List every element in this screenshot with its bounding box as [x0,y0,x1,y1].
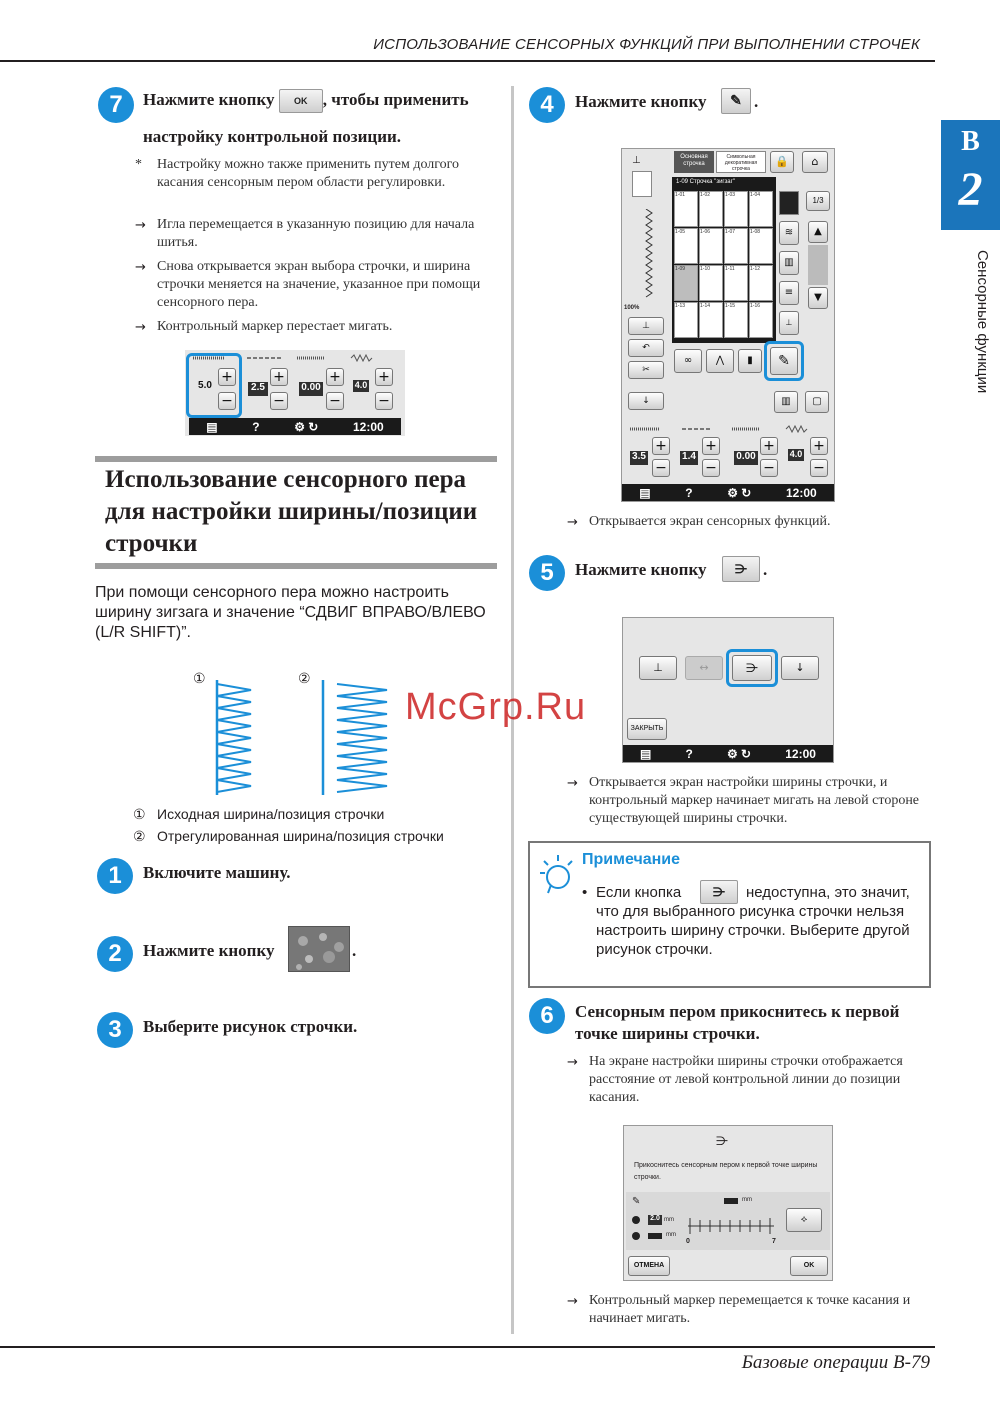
zigzag-width-figure [205,680,405,800]
width-adjust-icon: ⋺ [722,556,760,582]
watermark: McGrp.Ru [405,686,587,728]
step-6-number: 6 [529,998,565,1034]
status-bar [189,418,401,435]
stitch-cell-label: 1-15 [725,303,736,309]
pattern-icon[interactable]: ≡ [779,281,799,305]
settings-icon[interactable]: ⚙ ↻ [294,419,319,434]
help-button[interactable]: ? [252,419,260,434]
point-1-icon [632,1216,640,1224]
arrow-icon: → [567,1055,578,1070]
width-touch-screen [623,1125,833,1281]
pen-icon: ✎ [632,1196,641,1207]
manual-icon[interactable]: ▤ [640,746,652,761]
stitch-cell-label: 1-04 [750,192,761,198]
width-minus-button[interactable]: − [652,459,670,477]
width-minus-button[interactable]: − [218,392,236,410]
section-title: Использование сенсорного пера для настройки ширины/позиции строчки [105,466,478,557]
lr-shift-value: 0.00 [734,451,758,465]
step-2-text-a: Нажмите кнопку [143,941,275,960]
pen-function-screen [622,617,834,763]
ok-button-inline: OK [279,89,323,113]
needle-position-button[interactable]: ↓ [628,392,664,410]
image-icon[interactable]: ▥ [779,251,799,275]
pen-button[interactable]: ✎ [770,347,798,375]
save-icon[interactable]: ▢ [805,391,829,413]
chapter-label: Сенсорные функции [974,250,991,394]
lr-shift-minus-button[interactable]: − [760,459,778,477]
legend-mark-2: ② [133,828,146,844]
stitch-grid [674,191,774,341]
point-1-value: 2.0 [648,1215,662,1225]
arrow-icon: → [135,218,146,233]
bullet-icon: • [582,884,588,901]
scrollbar[interactable] [808,245,828,285]
stitch-length-icon[interactable]: ▮ [738,349,762,373]
help-button[interactable]: ? [685,485,693,500]
needle-icon: ⊥ [632,155,641,166]
settings-icon[interactable]: ⚙ ↻ [726,746,752,761]
figure-mark-2: ② [298,670,311,686]
lr-shift-plus-button[interactable]: + [326,368,344,386]
stitch-cell[interactable] [724,191,748,227]
clock: 12:00 [785,746,816,761]
pen-touch-button[interactable]: ⟡ [786,1208,822,1232]
pattern-button-image [288,926,350,972]
section-rule-top [95,456,497,462]
stitch-cell[interactable] [674,191,698,227]
point-2-value [648,1233,662,1239]
touch-instruction: Прикоснитесь сенсорным пером к первой точке ширины строчки. [634,1162,818,1181]
lr-shift-button-disabled: ↔ [685,656,723,680]
width-adjust-icon: ⋺ [700,880,738,904]
zoom-level: 100% [624,305,640,311]
memory-icon[interactable]: ▥ [774,391,798,413]
stitch-preview-icon [644,209,654,299]
step-7-text-c: настройку контрольной позиции. [143,127,402,146]
note-box [528,841,931,988]
lr-shift-minus-button[interactable]: − [326,392,344,410]
arrow-icon: → [567,776,578,791]
chapter-letter: B [961,126,980,157]
category-label: 1-09 Строчка "зигзаг" [676,179,735,185]
settings-icon[interactable]: ⚙ ↻ [727,485,752,500]
step-1-number: 1 [97,858,133,894]
width-adjust-screen-snippet [185,350,405,436]
step-4-text-a: Нажмите кнопку [575,92,707,111]
step-4-text-b: . [754,92,759,111]
stitch-view-icon[interactable] [779,191,799,215]
stitch-cell[interactable] [724,302,748,338]
step-7-bullet-1: Игла перемещается в указанную позицию для начала шитья. [157,217,475,250]
step-4-number: 4 [529,87,565,123]
length-value: 1.4 [680,451,698,465]
note-text-a: Если кнопка [596,884,682,901]
step-1-text: Включите машину. [143,863,291,882]
help-button[interactable]: ? [685,746,693,761]
step-7-bullet-2: Снова открывается экран выбора строчки, и ширина строчки меняется на значение, указанное при помощи сенсорного пера. [157,259,481,310]
scale-min: 0 [686,1238,690,1245]
unit-label: mm [742,1197,752,1203]
stitch-cell-label: 1-11 [725,266,735,272]
step-7-number: 7 [98,87,134,123]
status-bar [622,484,834,501]
tension-minus-button[interactable]: − [375,392,393,410]
asterisk-icon: * [135,157,142,172]
step-7-bullet-3: Контрольный маркер перестает мигать. [157,319,393,334]
manual-icon[interactable]: ▤ [639,485,651,500]
step-3-number: 3 [97,1012,133,1048]
section-intro: При помощи сенсорного пера можно настроить ширину зигзага и значение “СДВИГ ВПРАВО/ВЛЕВО (L/R SHIFT)”. [95,584,486,641]
stitch-cell-label: 1-08 [750,229,761,235]
step-5-text-b: . [763,560,768,579]
stitch-cell-label: 1-05 [675,229,686,235]
point-1-unit: mm [664,1217,674,1223]
touch-screen-main [621,148,835,502]
lightbulb-icon [538,851,580,895]
arrow-icon: → [567,1294,578,1309]
lock-icon[interactable]: 🔒 [770,151,794,173]
home-icon[interactable]: ⌂ [802,151,828,173]
width-adjust-icon: ⋺ [716,1134,728,1148]
zigzag-original [217,684,251,792]
width-plus-button[interactable]: + [218,368,236,386]
tab-character-stitch[interactable]: Символьная декоративная строчка [716,151,766,173]
stitch-cell-label: 1-16 [750,303,761,309]
stitch-cell[interactable] [674,228,698,264]
width-adjust-button[interactable]: ⋺ [732,655,772,681]
stitch-cell-label: 1-06 [700,229,711,235]
step-6-result: На экране настройки ширины строчки отображается расстояние от левой контрольной линии до позиции касания. [589,1054,903,1105]
legend-text-2: Отрегулированная ширина/позиция строчки [157,828,444,844]
step-5-number: 5 [529,555,565,591]
length-plus-button[interactable]: + [270,368,288,386]
stitch-grid-panel [672,177,776,343]
close-button[interactable]: ЗАКРЫТЬ [627,718,667,740]
stitch-cell-label: 1-03 [725,192,736,198]
step-6-text: Сенсорным пером прикоснитесь к первой точке ширины строчки. [575,1002,900,1043]
reverse-button[interactable]: ↶ [628,339,664,357]
stitch-cell-label: 1-13 [675,303,686,309]
stitch-cell[interactable] [699,302,723,338]
arrow-icon: → [135,320,146,335]
stitch-cell[interactable] [749,228,773,264]
needle-mode-icon[interactable]: ⊥ [779,311,799,335]
step-5-text-a: Нажмите кнопку [575,560,707,579]
legend-text-1: Исходная ширина/позиция строчки [157,806,385,822]
stitch-cell[interactable] [699,265,723,301]
step-2-number: 2 [97,936,133,972]
twin-needle-icon[interactable]: ⋀ [706,349,734,373]
width-value: 3.5 [630,451,648,465]
tension-plus-button[interactable]: + [810,437,828,455]
step-6-result-2: Контрольный маркер перемещается к точке касания и начинает мигать. [589,1293,911,1326]
arrow-icon: → [567,515,578,530]
length-plus-button[interactable]: + [702,437,720,455]
stitch-cell-label: 1-09 [675,266,686,272]
scale-max: 7 [772,1238,776,1245]
stitch-cell-label: 1-14 [700,303,711,309]
stitch-cell-label: 1-10 [700,266,711,272]
tension-value: 4.0 [354,380,368,390]
manual-icon[interactable]: ▤ [206,419,218,434]
step-4-result: Открывается экран сенсорных функций. [589,514,831,529]
presser-foot-icon [632,171,652,197]
footer-rule [0,1346,935,1348]
measure-panel [626,1192,830,1250]
length-minus-button[interactable]: − [270,392,288,410]
legend-mark-1: ① [133,806,146,822]
chapter-tab [941,120,1000,230]
page-footer: Базовые операции B-79 [741,1352,930,1373]
running-header: ИСПОЛЬЗОВАНИЕ СЕНСОРНЫХ ФУНКЦИЙ ПРИ ВЫПОЛНЕНИИ СТРОЧЕК [373,36,920,53]
stitch-cell[interactable] [724,265,748,301]
embroidery-pattern-icon [289,927,351,973]
width-glyph-icon [724,1198,738,1204]
step-5-result: Открывается экран настройки ширины строчки, и контрольный маркер начинает мигать на левой стороне существующей ширины строчки. [589,775,920,826]
step-7-text-a: Нажмите кнопку [143,90,275,109]
cancel-button[interactable]: ОТМЕНА [628,1256,670,1276]
stitch-cell[interactable] [749,191,773,227]
stitch-cell[interactable] [749,302,773,338]
figure-mark-1: ① [193,670,206,686]
note-text-b: недоступна, это значит, что для выбранного рисунка строчки нельзя настроить ширину строчки. Выберите другой рисунок строчки. [596,884,910,958]
step-7-text-b: , чтобы применить [322,90,469,109]
tension-minus-button[interactable]: − [810,459,828,477]
tension-value: 4.0 [789,449,803,459]
clock: 12:00 [352,419,384,434]
status-bar [623,745,833,762]
header-rule [0,60,935,62]
section-rule-bottom [95,563,497,569]
stitch-cell-label: 1-01 [675,192,686,198]
point-2-icon [632,1232,640,1240]
arrow-icon: → [135,260,146,275]
zigzag-adjusted [337,684,387,792]
stitch-cell-label: 1-12 [750,266,761,272]
stitch-cell-label: 1-07 [725,229,736,235]
step-3-text: Выберите рисунок строчки. [143,1017,358,1036]
scissors-button[interactable]: ✂ [628,361,664,379]
stitch-preview-row [626,423,832,435]
width-scale[interactable] [686,1212,776,1238]
link-icon[interactable]: ∞ [674,349,702,373]
stitch-cell-label: 1-02 [700,192,711,198]
step-2-text-b: . [352,941,357,960]
length-value: 2.5 [248,382,268,396]
length-minus-button[interactable]: − [702,459,720,477]
mirror-icon[interactable]: ≋ [779,221,799,245]
width-value: 5.0 [198,380,212,391]
lr-shift-value: 0.00 [299,382,323,396]
step-7-heading [143,89,503,113]
width-plus-button[interactable]: + [652,437,670,455]
lr-shift-plus-button[interactable]: + [760,437,778,455]
ok-button[interactable]: OK [790,1256,828,1276]
stitch-cell[interactable] [699,228,723,264]
needle-position-button[interactable]: ⊥ [639,656,677,680]
scroll-down-button[interactable]: ▼ [808,287,828,309]
page-indicator: 1/3 [806,191,830,211]
foot-up-button[interactable]: ⊥ [628,317,664,335]
start-position-button[interactable]: ↓ [781,656,819,680]
stitch-cell[interactable] [749,265,773,301]
stitch-cell[interactable] [674,302,698,338]
tab-basic-stitch[interactable]: Основная строчка [674,151,714,173]
stitch-cell[interactable] [674,265,698,301]
point-2-unit: mm [666,1232,676,1238]
pen-icon: ✎ [721,88,751,114]
clock: 12:00 [785,485,817,500]
step-7-star-note: Настройку можно также применить путем долгого касания сенсорным пером области регулировки. [157,157,460,190]
stitch-cell[interactable] [724,228,748,264]
scroll-up-button[interactable]: ▲ [808,221,828,243]
stitch-cell[interactable] [699,191,723,227]
tension-plus-button[interactable]: + [375,368,393,386]
note-title: Примечание [582,851,681,868]
chapter-number: 2 [958,163,983,216]
